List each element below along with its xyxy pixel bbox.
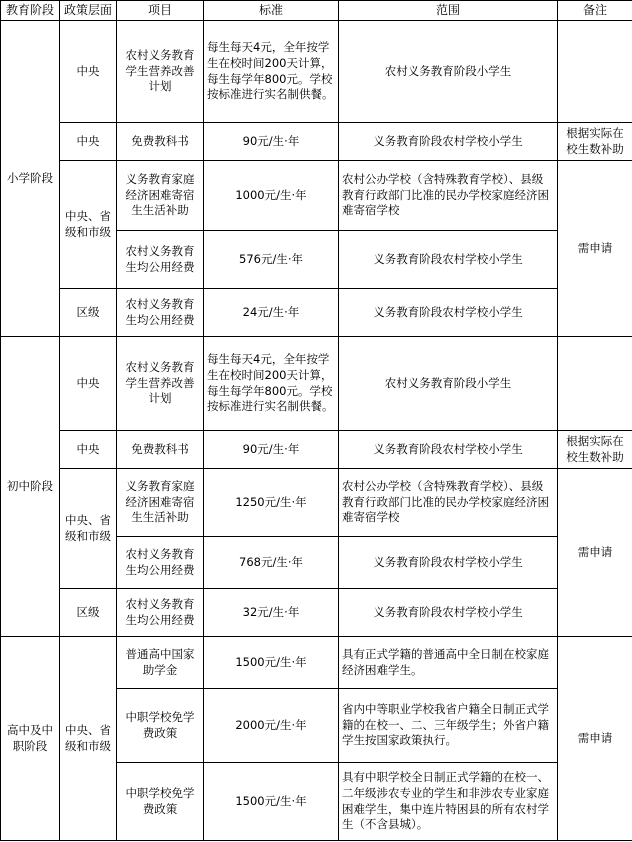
stage-cell: 小学阶段	[1, 21, 60, 337]
table-row	[1, 431, 632, 469]
scope-cell: 农村公办学校（含特殊教育学校）、县级教育行政部门比准的民办学校家庭经济困难寄宿学校	[339, 161, 558, 231]
header-scope: 范围	[339, 1, 558, 21]
scope-cell: 义务教育阶段农村学校小学生	[339, 289, 558, 337]
project-cell: 农村义务教育生均公用经费	[117, 231, 204, 289]
header-standard: 标准	[204, 1, 339, 21]
policy-level-cell: 中央、省级和市级	[60, 469, 117, 589]
policy-level-cell: 区级	[60, 589, 117, 637]
project-cell: 中职学校免学费政策	[117, 763, 204, 841]
policy-level-cell: 中央	[60, 431, 117, 469]
standard-cell: 90元/生·年	[204, 123, 339, 161]
standard-cell: 1000元/生·年	[204, 161, 339, 231]
standard-cell: 每生每天4元，全年按学生在校时间200天计算，每生每学年800元。学校按标准进行实名制供餐。	[204, 21, 339, 123]
scope-cell: 义务教育阶段农村学校小学生	[339, 231, 558, 289]
project-cell: 农村义务教育生均公用经费	[117, 589, 204, 637]
standard-cell: 2000元/生·年	[204, 689, 339, 763]
project-cell: 农村义务教育学生营养改善计划	[117, 21, 204, 123]
note-cell	[558, 21, 632, 123]
note-cell: 根据实际在校生数补助	[558, 431, 632, 469]
standard-cell: 576元/生·年	[204, 231, 339, 289]
policy-level-cell: 区级	[60, 289, 117, 337]
note-cell: 需申请	[558, 161, 632, 337]
standard-cell: 1250元/生·年	[204, 469, 339, 537]
scope-cell: 农村公办学校（含特殊教育学校）、县级教育行政部门比准的民办学校家庭经济困难寄宿学校	[339, 469, 558, 537]
table-row	[1, 337, 632, 431]
header-stage: 教育阶段	[1, 1, 60, 21]
table-row	[1, 161, 632, 231]
standard-cell: 1500元/生·年	[204, 637, 339, 689]
policy-level-cell: 中央	[60, 21, 117, 123]
scope-cell: 省内中等职业学校我省户籍全日制正式学籍的在校一、二、三年级学生；外省户籍学生按国家政策执行。	[339, 689, 558, 763]
policy-level-cell: 中央、省级和市级	[60, 161, 117, 289]
scope-cell: 义务教育阶段农村学校小学生	[339, 431, 558, 469]
standard-cell: 768元/生·年	[204, 537, 339, 589]
stage-cell: 高中及中职阶段	[1, 637, 60, 841]
scope-cell: 义务教育阶段农村学校小学生	[339, 123, 558, 161]
table-row	[1, 123, 632, 161]
standard-cell: 32元/生·年	[204, 589, 339, 637]
policy-level-cell: 中央、省级和市级	[60, 637, 117, 841]
table-row	[1, 589, 632, 637]
project-cell: 义务教育家庭经济困难寄宿生生活补助	[117, 161, 204, 231]
note-cell: 需申请	[558, 469, 632, 637]
scope-cell: 义务教育阶段农村学校小学生	[339, 589, 558, 637]
standard-cell: 每生每天4元，全年按学生在校时间200天计算，每生每学年800元。学校按标准进行实名制供餐。	[204, 337, 339, 431]
header-policy-level: 政策层面	[60, 1, 117, 21]
note-cell: 根据实际在校生数补助	[558, 123, 632, 161]
scope-cell: 具有正式学籍的普通高中全日制在校家庭经济困难学生。	[339, 637, 558, 689]
project-cell: 义务教育家庭经济困难寄宿生生活补助	[117, 469, 204, 537]
standard-cell: 90元/生·年	[204, 431, 339, 469]
table-row	[1, 469, 632, 537]
stage-cell: 初中阶段	[1, 337, 60, 637]
project-cell: 农村义务教育学生营养改善计划	[117, 337, 204, 431]
table-row	[1, 637, 632, 689]
standard-cell: 24元/生·年	[204, 289, 339, 337]
note-cell	[558, 337, 632, 431]
table-row	[1, 21, 632, 123]
project-cell: 农村义务教育生均公用经费	[117, 289, 204, 337]
scope-cell: 义务教育阶段农村学校小学生	[339, 537, 558, 589]
header-note: 备注	[558, 1, 632, 21]
table-row	[1, 289, 632, 337]
scope-cell: 农村义务教育阶段小学生	[339, 337, 558, 431]
scope-cell: 具有中职学校全日制正式学籍的在校一、二年级涉农专业的学生和非涉农专业家庭困难学生，集中连片特困县的所有农村学生（不含县城）。	[339, 763, 558, 841]
standard-cell: 1500元/生·年	[204, 763, 339, 841]
header-project: 项目	[117, 1, 204, 21]
scope-cell: 农村义务教育阶段小学生	[339, 21, 558, 123]
project-cell: 普通高中国家助学金	[117, 637, 204, 689]
project-cell: 中职学校免学费政策	[117, 689, 204, 763]
project-cell: 免费教科书	[117, 431, 204, 469]
header-row	[1, 1, 632, 21]
note-cell: 需申请	[558, 637, 632, 841]
project-cell: 免费教科书	[117, 123, 204, 161]
policy-level-cell: 中央	[60, 337, 117, 431]
project-cell: 农村义务教育生均公用经费	[117, 537, 204, 589]
policy-level-cell: 中央	[60, 123, 117, 161]
